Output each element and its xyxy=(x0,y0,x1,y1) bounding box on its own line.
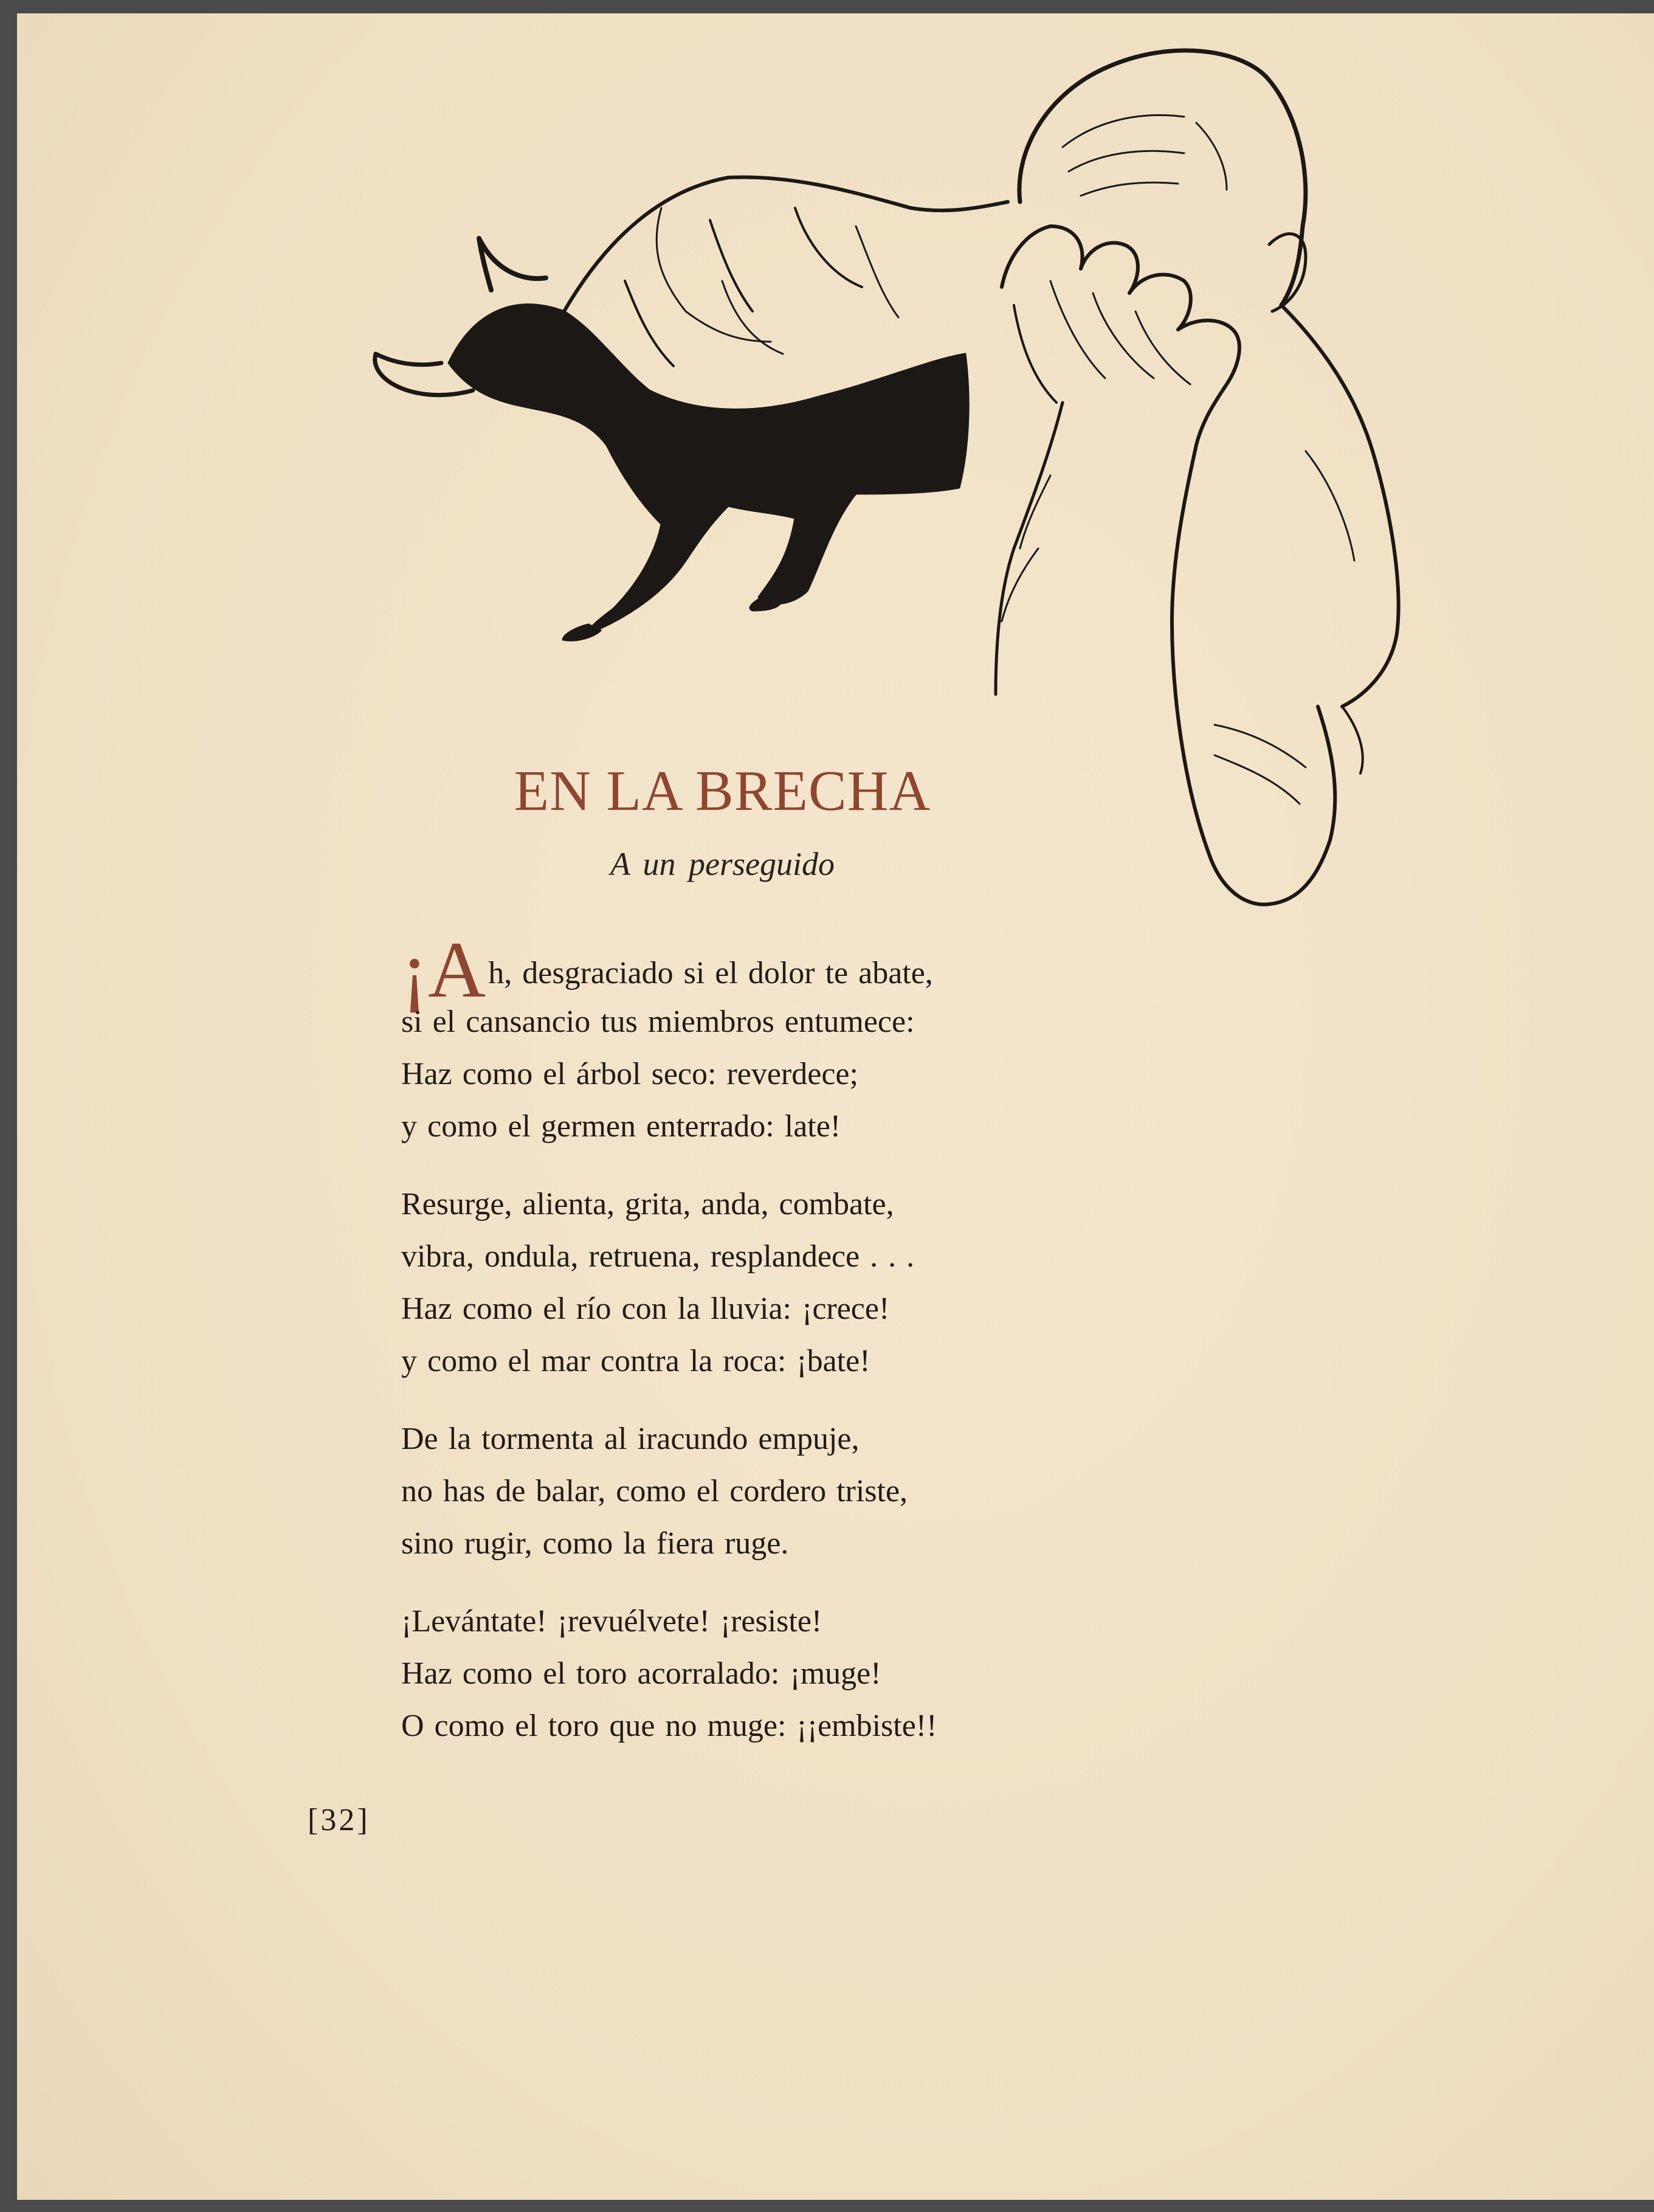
stanza xyxy=(401,925,937,1153)
first-line-text: h, desgraciado si el dolor te abate, xyxy=(488,956,933,990)
book-page xyxy=(17,13,1654,2200)
poem-line: no has de balar, como el cordero triste, xyxy=(401,1474,908,1509)
drop-cap: ¡A xyxy=(401,925,486,1014)
poem-line: y como el germen enterrado: late! xyxy=(401,1109,841,1144)
page-number: [32] xyxy=(308,1803,370,1837)
poem-body xyxy=(401,925,937,1778)
poem-subtitle: A un perseguido xyxy=(610,846,835,882)
poem-line: vibra, ondula, retruena, resplandece . . . xyxy=(401,1239,915,1274)
poem-line: Haz como el río con la lluvia: ¡crece! xyxy=(401,1291,890,1326)
poem-line: De la tormenta al iracundo empuje, xyxy=(401,1422,860,1456)
poem-line: si el cansancio tus miembros entumece: xyxy=(401,1004,915,1039)
stanza xyxy=(401,1595,937,1752)
poem-line xyxy=(401,925,937,1014)
poem-line: sino rugir, como la fiera ruge. xyxy=(401,1526,789,1561)
poem-line: ¡Levántate! ¡revuélvete! ¡resiste! xyxy=(401,1604,822,1639)
poem-line: Haz como el toro acorralado: ¡muge! xyxy=(401,1656,881,1691)
poem-line: Resurge, alienta, grita, anda, combate, xyxy=(401,1187,894,1222)
stanza xyxy=(401,1178,937,1388)
poem-line: O como el toro que no muge: ¡¡embiste!! xyxy=(401,1709,937,1743)
stanza xyxy=(401,1413,937,1570)
poem-line: y como el mar contra la roca: ¡bate! xyxy=(401,1344,870,1378)
poem-line: Haz como el árbol seco: reverdece; xyxy=(401,1057,858,1091)
poem-title: EN LA BRECHA xyxy=(514,759,931,823)
